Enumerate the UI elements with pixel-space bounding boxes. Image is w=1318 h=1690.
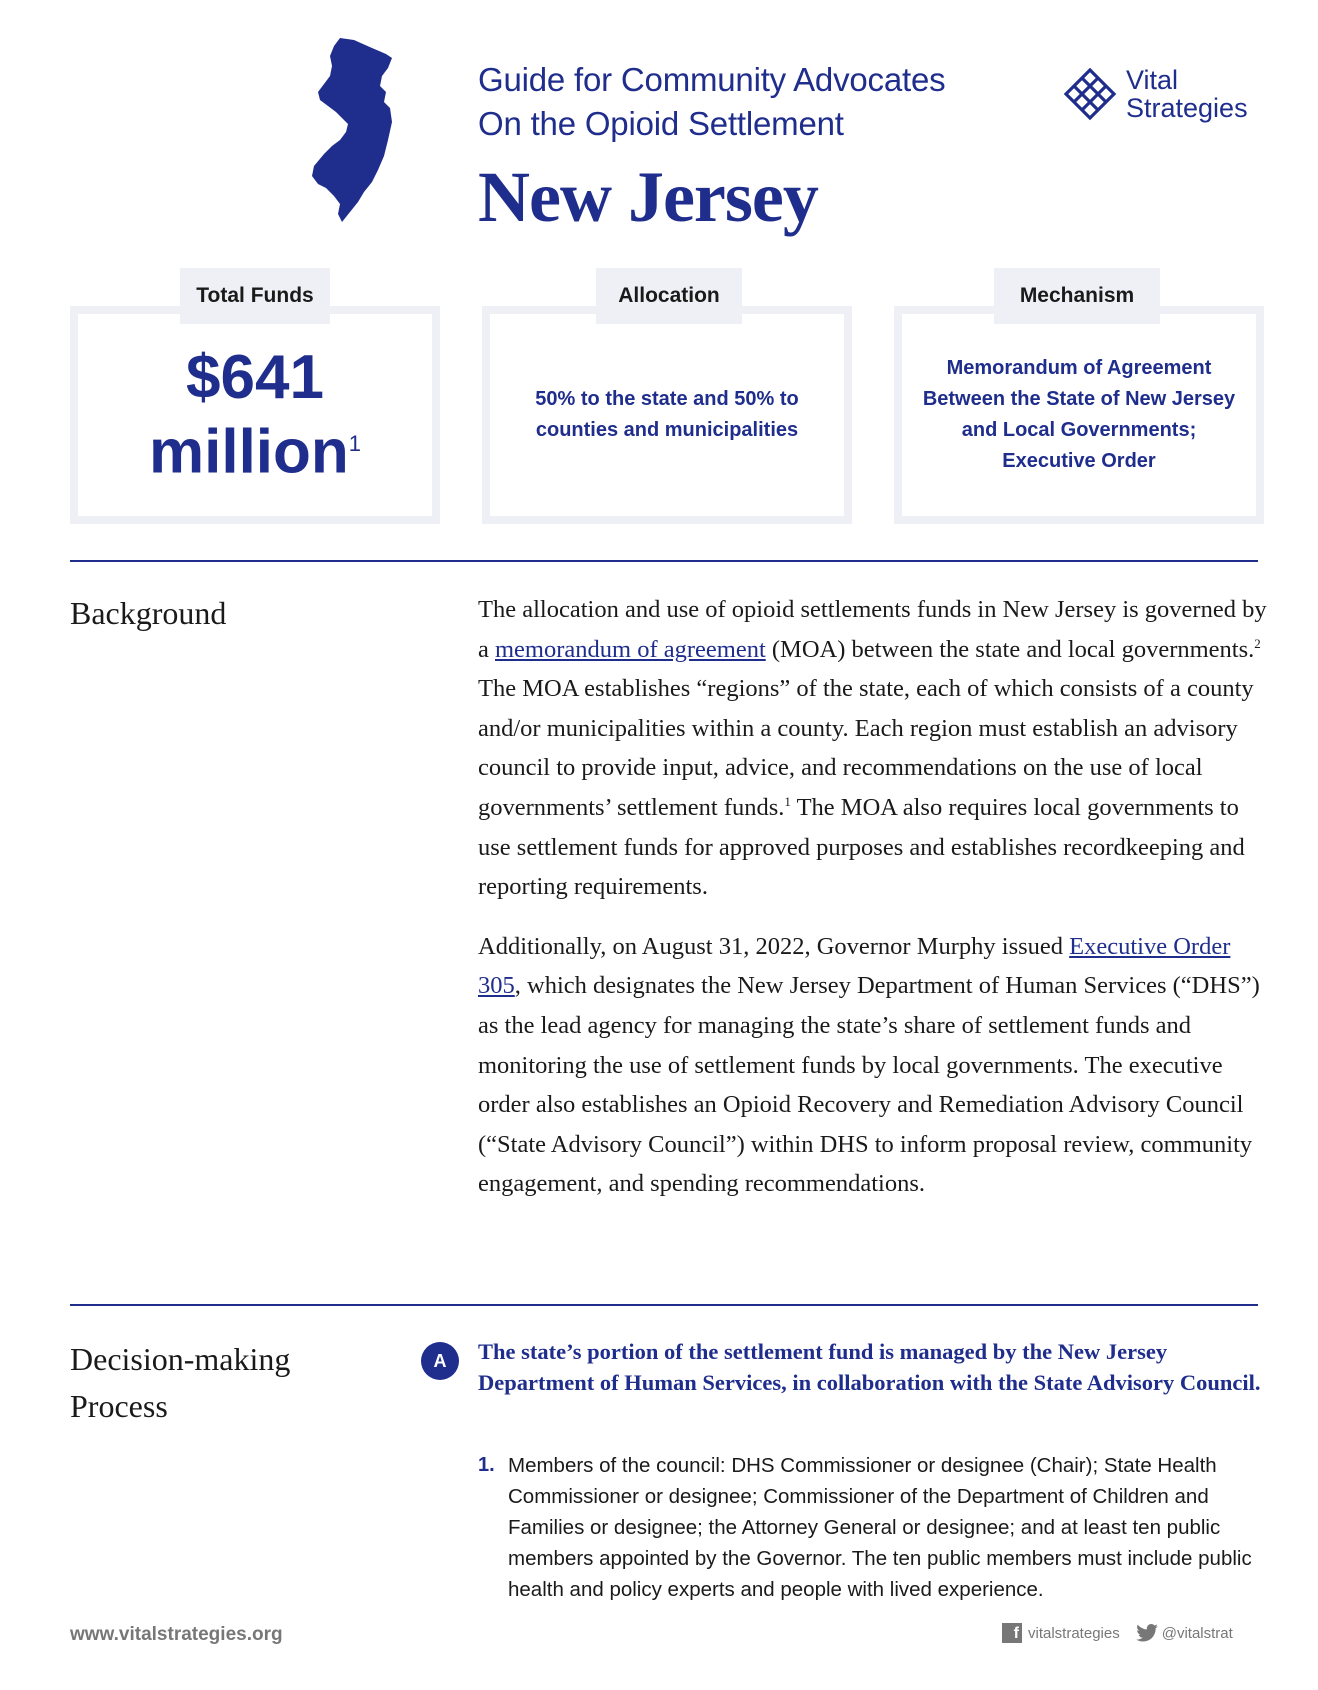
footnote-ref: 2 bbox=[1254, 635, 1261, 651]
vital-strategies-logo bbox=[1060, 64, 1270, 124]
mechanism-text: Memorandum of Agreement Between the State of New Jersey and Local Governments; Executive Order bbox=[922, 357, 1236, 472]
lattice-logo-icon bbox=[1060, 64, 1120, 124]
background-paragraph-1 bbox=[478, 590, 1268, 907]
section-divider bbox=[70, 1304, 1258, 1306]
text-run: The MOA also requires local governments to use settlement funds for approved purposes and establishes recordkeeping and reporting requirements. bbox=[478, 793, 1245, 901]
background-heading: Background bbox=[70, 595, 227, 631]
total-funds-amount: $641 bbox=[186, 342, 324, 412]
background-body bbox=[478, 590, 1268, 1204]
twitter-handle[interactable]: @vitalstrat bbox=[1161, 1624, 1233, 1642]
logo-wordmark bbox=[1126, 66, 1248, 122]
footnote-ref: 1 bbox=[348, 430, 362, 456]
decision-heading: Decision-making Process bbox=[70, 1341, 291, 1424]
total-funds-unit: million bbox=[148, 417, 349, 487]
new-jersey-map-icon bbox=[310, 36, 414, 226]
facebook-handle[interactable]: vitalstrategies bbox=[1028, 1624, 1120, 1642]
background-paragraph-2 bbox=[478, 927, 1268, 1204]
list-item bbox=[478, 1450, 1268, 1605]
header bbox=[478, 58, 945, 238]
header-title-line-2: On the Opioid Settlement bbox=[478, 105, 844, 142]
twitter-icon[interactable] bbox=[1136, 1624, 1158, 1642]
footer-website-link[interactable]: www.vitalstrategies.org bbox=[70, 1624, 283, 1645]
executive-order-link[interactable]: Executive Order 305 bbox=[478, 932, 1231, 1000]
text-run: The MOA establishes “regions” of the state, each of which consists of a county and/or municipalities within a county. Each region must establish an advisory council to provide input, advice, and recommendations on the use of local governments’ settlement funds. bbox=[478, 675, 1254, 821]
allocation-text: 50% to the state and 50% to counties and municipalities bbox=[535, 388, 799, 441]
decision-subheading: The state’s portion of the settlement fund is managed by the New Jersey Department of Human Services, in collaboration with the State Advisory Council. bbox=[478, 1339, 1261, 1395]
mechanism-box bbox=[894, 306, 1264, 524]
section-divider bbox=[70, 560, 1258, 562]
text-run: Additionally, on August 31, 2022, Governor Murphy issued bbox=[478, 932, 1070, 960]
total-funds-value bbox=[148, 342, 362, 487]
logo-line-1: Vital bbox=[1126, 65, 1179, 95]
text-run: , which designates the New Jersey Department of Human Services (“DHS”) as the lead agency for managing the state’s share of settlement funds and monitoring the use of settlement funds by local governments. The executive order also establishes an Opioid Recovery and Remediation Advisory Council (“State Advisory Council”) within DHS to inform proposal review, community engagement, and spending recommendations. bbox=[478, 972, 1260, 1198]
section-badge: A bbox=[421, 1342, 459, 1380]
footnote-ref: 1 bbox=[784, 793, 791, 809]
total-funds-box bbox=[70, 306, 440, 524]
logo-line-2: Strategies bbox=[1126, 93, 1248, 123]
list-text: Members of the council: DHS Commissioner or designee (Chair); State Health Commissioner or designee; Commissioner of the Department of Children and Families or designee; the Attorney General or designee; and at least ten public members appointed by the Governor. The ten public members must include public health and policy experts and people with lived experience. bbox=[508, 1454, 1252, 1601]
facebook-icon[interactable]: f bbox=[1002, 1623, 1022, 1643]
text-run: (MOA) between the state and local governments. bbox=[765, 635, 1255, 663]
moa-link[interactable]: memorandum of agreement bbox=[495, 635, 766, 663]
header-title-line-1: Guide for Community Advocates bbox=[478, 61, 946, 98]
text-run: The allocation and use of opioid settlements funds in New Jersey is governed by a bbox=[478, 596, 1267, 663]
footer-social bbox=[1002, 1623, 1233, 1643]
allocation-box bbox=[482, 306, 852, 524]
total-funds-label: Total Funds bbox=[180, 268, 330, 324]
mechanism-label: Mechanism bbox=[994, 268, 1160, 324]
list-number: 1. bbox=[478, 1454, 495, 1476]
page-title: New Jersey bbox=[478, 157, 818, 237]
allocation-label: Allocation bbox=[596, 268, 742, 324]
